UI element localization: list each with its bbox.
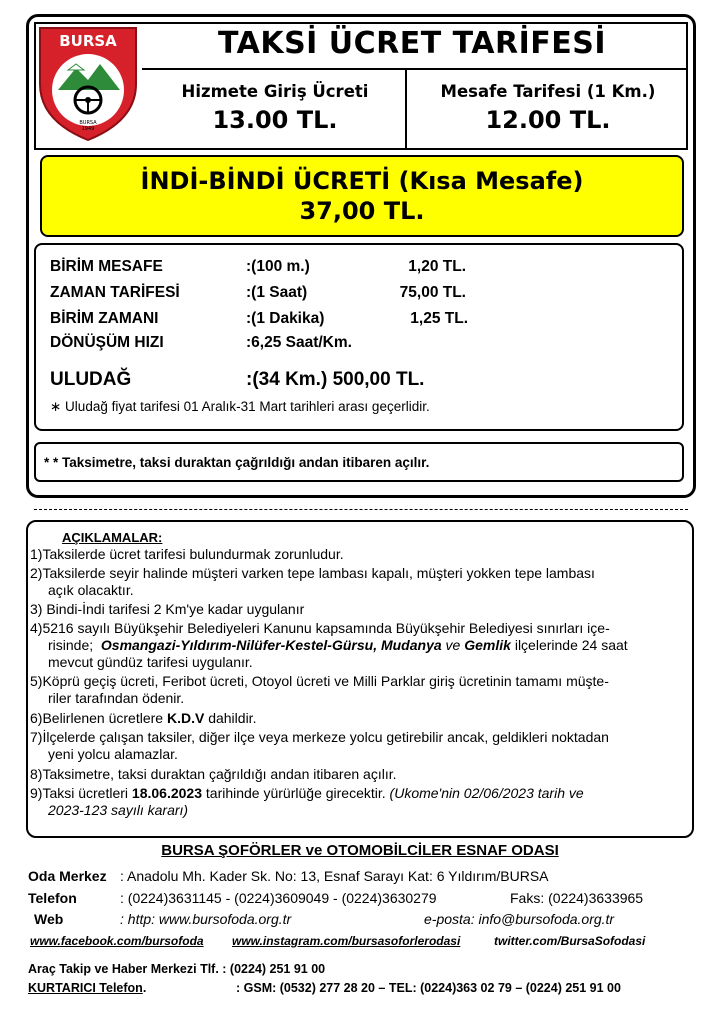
note-item: 5)Köprü geçiş ücreti, Feribot ücreti, Otoyol ücreti ve Milli Parklar giriş ücretinin tamamı müşte- (30, 673, 609, 689)
note-kdv: K.D.V (166, 710, 205, 726)
note-item: 1)Taksilerde ücret tarifesi bulundurmak zorunludur. (30, 546, 344, 562)
uludag-label: ULUDAĞ (50, 369, 132, 390)
note-item-cont: 2023-123 sayılı kararı) (48, 802, 189, 818)
note-districts: Osmangazi-Yıldırım-Nilüfer-Kestel-Gürsu, Mudanya (100, 637, 442, 653)
phone-label: Telefon (28, 890, 77, 906)
note-item (30, 710, 256, 727)
rate-price: 1,25 TL. (410, 310, 468, 327)
note-item-cont: açık olacaktır. (48, 582, 134, 598)
facebook-link[interactable]: www.facebook.com/bursofoda (30, 934, 204, 948)
rate-unit: :(1 Saat) (246, 284, 308, 301)
note-date: 18.06.2023 (131, 785, 202, 801)
dashed-separator (34, 509, 688, 510)
note-item-cont (48, 637, 628, 654)
note-item: 4)5216 sayılı Büyükşehir Belediyeleri Kanunu kapsamında Büyükşehir Belediyesi sınırları içe- (30, 620, 610, 636)
entry-fee-value: 13.00 TL. (212, 106, 338, 134)
note-item: 2)Taksilerde seyir halinde müşteri varken tepe lambası kapalı, müşteri yokken tepe lambası (30, 565, 595, 581)
short-trip-title: İNDİ-BİNDİ ÜCRETİ (140, 167, 391, 195)
notes-heading: AÇIKLAMALAR: (62, 530, 163, 545)
entry-fee-label: Hizmete Giriş Ücreti (181, 82, 369, 101)
note-item-cont: yeni yolcu alamazlar. (48, 746, 178, 762)
office-label: Oda Merkez (28, 868, 107, 884)
note-district-gemlik: Gemlik (464, 637, 511, 653)
uludag-note: ∗ Uludağ fiyat tarifesi 01 Aralık-31 Mart tarihleri arası geçerlidir. (50, 399, 430, 414)
rescue-phones: : GSM: (0532) 277 28 20 – TEL: (0224)363 02 79 – (0224) 251 91 00 (236, 981, 621, 995)
note-text: 6)Belirlenen ücretlere (30, 710, 164, 726)
short-trip-box (40, 155, 684, 237)
rate-unit: :(100 m.) (246, 258, 310, 275)
org-name: BURSA ŞOFÖRLER ve OTOMOBİLCİLER ESNAF ODASI (161, 842, 559, 859)
web-link[interactable]: : http: www.bursofoda.org.tr (120, 911, 292, 927)
note-item: 7)İlçelerde çalışan taksiler, diğer ilçe veya merkeze yolcu getirebilir ancak, geldikleri noktadan (30, 729, 609, 745)
logo-city: BURSA (79, 120, 97, 126)
taximeter-note: * * Taksimetre, taksi duraktan çağrıldığı andan itibaren açılır. (44, 455, 430, 470)
page-title: TAKSİ ÜCRET TARİFESİ (217, 26, 607, 61)
rate-price: 1,20 TL. (408, 258, 466, 275)
fee-divider (405, 70, 407, 148)
short-trip-value: 37,00 TL. (299, 197, 425, 225)
uludag-value: :(34 Km.) 500,00 TL. (246, 369, 425, 390)
rate-label: BİRİM MESAFE (50, 258, 163, 275)
note-text: ilçelerinde 24 saat (514, 637, 628, 653)
note-item-cont: mevcut gündüz tarifesi uygulanır. (48, 654, 253, 670)
fax-number: Faks: (0224)3633965 (510, 890, 644, 906)
twitter-link[interactable]: twitter.com/BursaSofodasi (494, 934, 646, 948)
distance-fee-value: 12.00 TL. (485, 106, 611, 134)
rate-unit: :6,25 Saat/Km. (246, 334, 352, 351)
rate-label: DÖNÜŞÜM HIZI (50, 334, 164, 351)
logo-name: BURSA (59, 32, 117, 50)
short-trip-subtitle: (Kısa Mesafe) (398, 167, 584, 195)
taximeter-note-box (34, 442, 684, 482)
note-text: dahildir. (208, 710, 257, 726)
web-label: Web (34, 911, 64, 927)
note-item (30, 785, 584, 802)
tracking-center-phone: Araç Takip ve Haber Merkezi Tlf. : (0224) 251 91 00 (28, 962, 326, 976)
instagram-link[interactable]: www.instagram.com/bursasoforlerodasi (232, 934, 461, 948)
note-text: 9)Taksi ücretleri (30, 785, 129, 801)
note-text: risinde; (48, 637, 94, 653)
rate-label: ZAMAN TARİFESİ (50, 284, 180, 301)
title-divider (142, 68, 688, 70)
note-ukome: (Ukome'nin 02/06/2023 tarih ve (389, 785, 584, 801)
rate-price: 75,00 TL. (399, 284, 466, 301)
phone-numbers: : (0224)3631145 - (0224)3609049 - (0224)3630279 (120, 890, 437, 906)
rate-label: BİRİM ZAMANI (50, 310, 159, 327)
logo-founded: 1949 (81, 126, 95, 132)
note-text: ve (445, 637, 461, 653)
rescue-label: KURTARICI Telefon. (28, 981, 147, 995)
note-text: tarihinde yürürlüğe girecektir. (205, 785, 386, 801)
office-address: : Anadolu Mh. Kader Sk. No: 13, Esnaf Sarayı Kat: 6 Yıldırım/BURSA (120, 868, 549, 884)
rate-unit: :(1 Dakika) (246, 310, 325, 327)
distance-fee-label: Mesafe Tarifesi (1 Km.) (440, 82, 656, 101)
note-item: 3) Bindi-İndi tarifesi 2 Km'ye kadar uygulanır (30, 601, 305, 617)
note-item: 8)Taksimetre, taksi duraktan çağrıldığı andan itibaren açılır. (30, 766, 397, 782)
note-item-cont: riler tarafından ödenir. (48, 690, 185, 706)
email-link[interactable]: e-posta: info@bursofoda.org.tr (424, 911, 615, 927)
bursa-chamber-logo (36, 24, 140, 142)
